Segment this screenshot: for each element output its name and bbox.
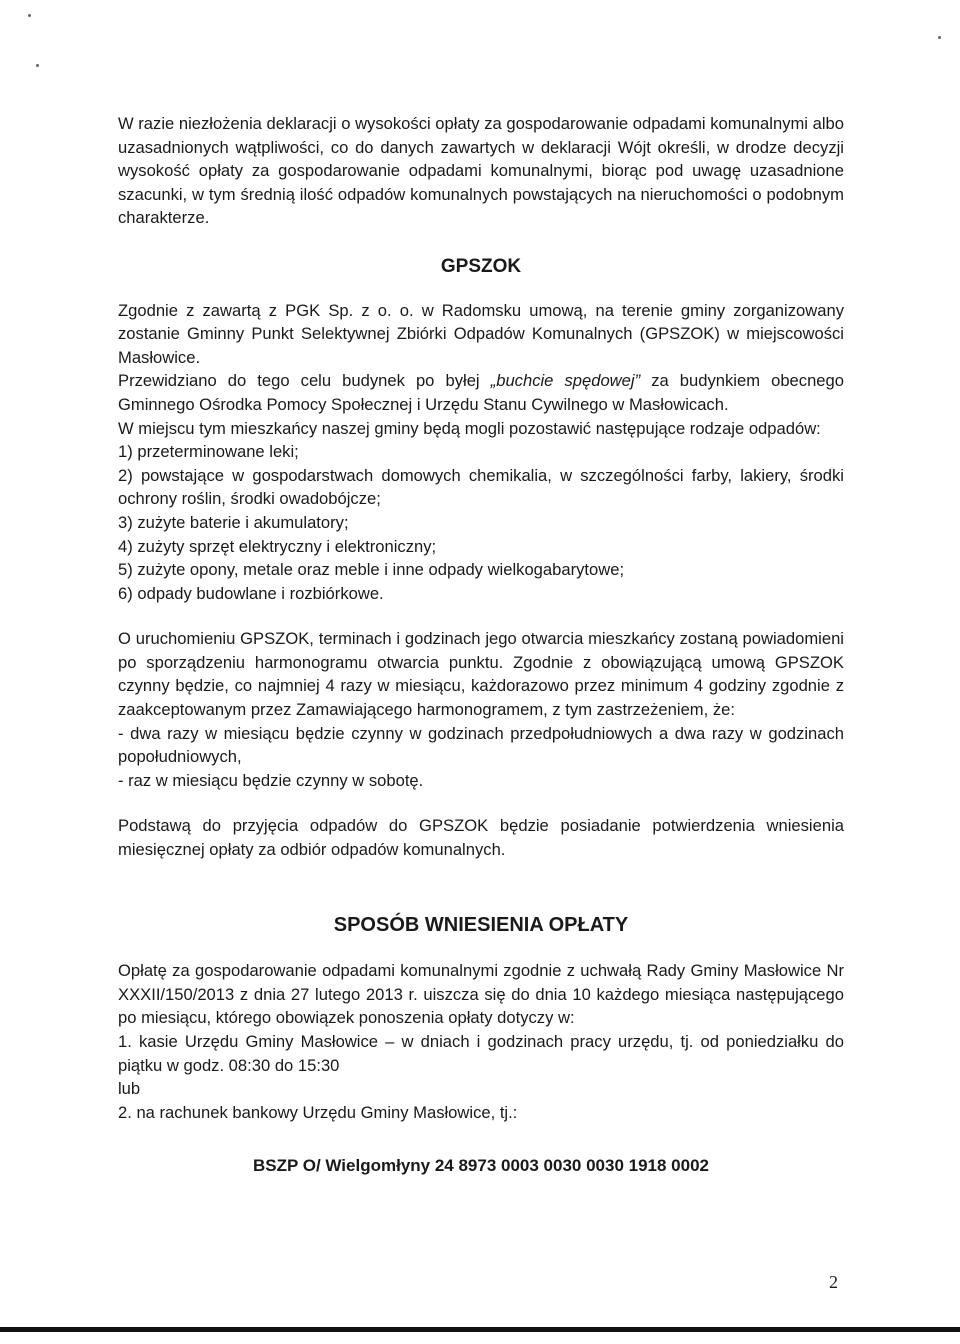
schedule-dash-item: - dwa razy w miesiącu będzie czynny w godzinach przedpołudniowych a dwa razy w godzinach popołudniowych, <box>118 723 844 767</box>
paragraph-opening-schedule: O uruchomieniu GPSZOK, terminach i godzinach jego otwarcia mieszkańcy zostaną powiadomieni po sporządzeniu harmonogramu otwarcia punktu. Zgodnie z obowiązującą umową GPSZOK czynny będzie, co najmniej 4 razy w miesiącu, każdorazowo przez minimum 4 godziny zgodnie z zaakceptowanym przez Zamawiającego harmonogramem, z tym zastrzeżeniem, że: <box>118 629 844 720</box>
heading-payment-method: SPOSÓB WNIESIENIA OPŁATY <box>333 913 629 936</box>
spacer <box>118 605 844 627</box>
paragraph-agreement: Zgodnie z zawartą z PGK Sp. z o. o. w Radomsku umową, na terenie gminy zorganizowany zostanie Gminny Punkt Selektywnej Zbiórki Odpadów Komunalnych (GPSZOK) w miejscowości Masłowice. <box>118 300 844 367</box>
scan-speck <box>36 64 39 67</box>
building-text-end: za budynkiem obecnego Gminnego Ośrodka Pomocy Społecznej i Urzędu Stanu Cywilnego w Masłowicach. <box>118 371 844 414</box>
building-text-start: Przewidziano do tego celu budynek po byłej <box>118 371 491 391</box>
list-item: 1) przeterminowane leki; <box>118 442 299 462</box>
heading-gpszok: GPSZOK <box>440 255 522 277</box>
schedule-dash-item: - raz w miesiącu będzie czynny w sobotę. <box>118 770 424 790</box>
page-number: 2 <box>829 1272 838 1292</box>
bank-account-number: BSZP O/ Wielgomłyny 24 8973 0003 0030 0030 1918 0002 <box>252 1156 709 1176</box>
paragraph-payment-resolution: Opłatę za gospodarowanie odpadami komunalnymi zgodnie z uchwałą Rady Gminy Masłowice Nr XXXII/150/2013 z dnia 27 lutego 2013 r. uiszcza się do dnia 10 każdego miesiąca następującego po miesiącu, którego obowiązek ponoszenia opłaty dotyczy w: <box>118 961 844 1028</box>
scan-speck <box>28 14 31 17</box>
payment-or: lub <box>118 1079 141 1099</box>
waste-types-list <box>118 440 844 605</box>
list-item: 5) zużyte opony, metale oraz meble i inne odpady wielkogabarytowe; <box>118 560 625 580</box>
building-name-italic: „buchcie spędowej” <box>490 371 641 391</box>
bottom-scan-edge <box>0 1327 960 1332</box>
scan-speck <box>938 36 941 39</box>
spacer <box>118 792 844 814</box>
paragraph-waste-types-intro: W miejscu tym mieszkańcy naszej gminy będą mogli pozostawić następujące rodzaje odpadów: <box>118 418 821 438</box>
paragraph-building <box>118 369 844 416</box>
payment-option-bank: 2. na rachunek bankowy Urzędu Gminy Masłowice, tj.: <box>118 1102 518 1122</box>
payment-option-office: 1. kasie Urzędu Gminy Masłowice – w dniach i godzinach pracy urzędu, tj. od poniedziałku do piątku w godz. 08:30 do 15:30 <box>118 1032 844 1075</box>
document-page <box>118 112 844 1178</box>
list-item: 3) zużyte baterie i akumulatory; <box>118 512 349 532</box>
list-item: 2) powstające w gospodarstwach domowych chemikalia, w szczególności farby, lakiery, środki ochrony roślin, środki owadobójcze; <box>118 465 844 509</box>
paragraph-acceptance-basis: Podstawą do przyjęcia odpadów do GPSZOK będzie posiadanie potwierdzenia wniesienia miesięcznej opłaty za odbiór odpadów komunalnych. <box>118 816 844 860</box>
list-item: 6) odpady budowlane i rozbiórkowe. <box>118 583 384 603</box>
paragraph-declaration: W razie niezłożenia deklaracji o wysokości opłaty za gospodarowanie odpadami komunalnymi albo uzasadnionych wątpliwości, co do danych zawartych w deklaracji Wójt określi, w drodze decyzji wysokość opłaty za gospodarowanie odpadami komunalnymi, biorąc pod uwagę uzasadnione szacunki, w tym średnią ilość odpadów komunalnych powstających na nieruchomości o podobnym charakterze. <box>118 114 844 228</box>
list-item: 4) zużyty sprzęt elektryczny i elektroniczny; <box>118 536 437 556</box>
